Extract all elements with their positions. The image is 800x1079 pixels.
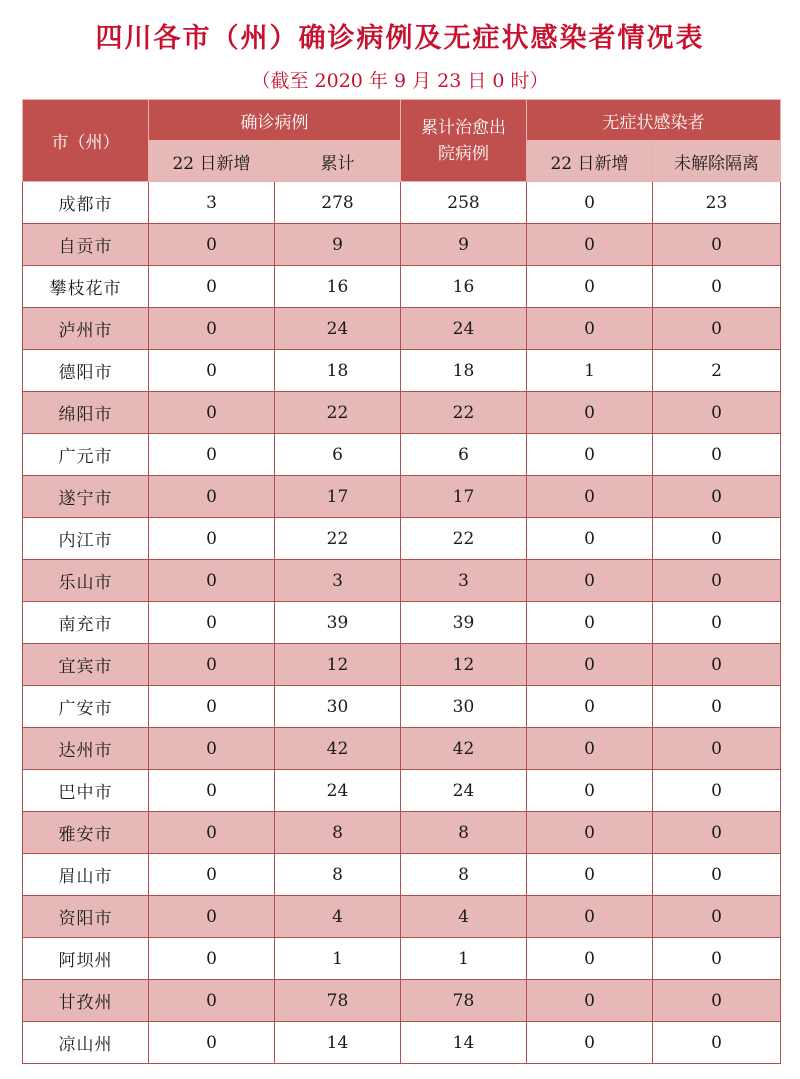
confirmed-total-cell: 78 bbox=[275, 980, 401, 1022]
asymptomatic-new-cell: 0 bbox=[527, 728, 653, 770]
table-header bbox=[23, 100, 781, 182]
city-cell: 南充市 bbox=[23, 602, 149, 644]
city-cell: 成都市 bbox=[23, 182, 149, 224]
city-cell: 眉山市 bbox=[23, 854, 149, 896]
asymptomatic-isolation-cell: 0 bbox=[653, 896, 781, 938]
confirmed-new-cell: 0 bbox=[149, 896, 275, 938]
confirmed-total-cell: 3 bbox=[275, 560, 401, 602]
city-cell: 攀枝花市 bbox=[23, 266, 149, 308]
table-row bbox=[23, 938, 781, 980]
city-cell: 达州市 bbox=[23, 728, 149, 770]
header-asymptomatic-isolation: 未解除隔离 bbox=[653, 141, 781, 182]
confirmed-new-cell: 0 bbox=[149, 602, 275, 644]
asymptomatic-new-cell: 0 bbox=[527, 770, 653, 812]
asymptomatic-isolation-cell: 0 bbox=[653, 770, 781, 812]
table-row bbox=[23, 602, 781, 644]
header-recovered: 累计治愈出院病例 bbox=[401, 100, 527, 182]
confirmed-total-cell: 22 bbox=[275, 518, 401, 560]
table-body bbox=[23, 182, 781, 1064]
confirmed-total-cell: 18 bbox=[275, 350, 401, 392]
confirmed-new-cell: 3 bbox=[149, 182, 275, 224]
city-cell: 遂宁市 bbox=[23, 476, 149, 518]
asymptomatic-new-cell: 0 bbox=[527, 602, 653, 644]
recovered-cell: 42 bbox=[401, 728, 527, 770]
asymptomatic-new-cell: 0 bbox=[527, 224, 653, 266]
city-cell: 广安市 bbox=[23, 686, 149, 728]
table-row bbox=[23, 644, 781, 686]
asymptomatic-isolation-cell: 23 bbox=[653, 182, 781, 224]
recovered-cell: 8 bbox=[401, 812, 527, 854]
city-cell: 广元市 bbox=[23, 434, 149, 476]
asymptomatic-isolation-cell: 0 bbox=[653, 308, 781, 350]
city-cell: 资阳市 bbox=[23, 896, 149, 938]
table-row bbox=[23, 812, 781, 854]
confirmed-total-cell: 24 bbox=[275, 308, 401, 350]
asymptomatic-isolation-cell: 0 bbox=[653, 980, 781, 1022]
cases-table bbox=[22, 99, 781, 1064]
confirmed-new-cell: 0 bbox=[149, 518, 275, 560]
asymptomatic-isolation-cell: 0 bbox=[653, 728, 781, 770]
confirmed-new-cell: 0 bbox=[149, 938, 275, 980]
table-row bbox=[23, 1022, 781, 1064]
city-cell: 德阳市 bbox=[23, 350, 149, 392]
confirmed-total-cell: 30 bbox=[275, 686, 401, 728]
table-row bbox=[23, 308, 781, 350]
asymptomatic-isolation-cell: 0 bbox=[653, 518, 781, 560]
asymptomatic-isolation-cell: 0 bbox=[653, 434, 781, 476]
asymptomatic-new-cell: 0 bbox=[527, 854, 653, 896]
confirmed-total-cell: 8 bbox=[275, 854, 401, 896]
confirmed-total-cell: 22 bbox=[275, 392, 401, 434]
confirmed-total-cell: 39 bbox=[275, 602, 401, 644]
asymptomatic-new-cell: 0 bbox=[527, 896, 653, 938]
confirmed-new-cell: 0 bbox=[149, 770, 275, 812]
asymptomatic-isolation-cell: 0 bbox=[653, 224, 781, 266]
confirmed-new-cell: 0 bbox=[149, 224, 275, 266]
recovered-cell: 30 bbox=[401, 686, 527, 728]
confirmed-total-cell: 9 bbox=[275, 224, 401, 266]
confirmed-new-cell: 0 bbox=[149, 392, 275, 434]
asymptomatic-new-cell: 0 bbox=[527, 980, 653, 1022]
recovered-cell: 18 bbox=[401, 350, 527, 392]
table-row bbox=[23, 476, 781, 518]
recovered-cell: 16 bbox=[401, 266, 527, 308]
confirmed-total-cell: 42 bbox=[275, 728, 401, 770]
confirmed-total-cell: 16 bbox=[275, 266, 401, 308]
table-row bbox=[23, 728, 781, 770]
recovered-cell: 24 bbox=[401, 308, 527, 350]
table-row bbox=[23, 686, 781, 728]
table-row bbox=[23, 854, 781, 896]
confirmed-new-cell: 0 bbox=[149, 476, 275, 518]
asymptomatic-new-cell: 0 bbox=[527, 812, 653, 854]
confirmed-total-cell: 14 bbox=[275, 1022, 401, 1064]
confirmed-total-cell: 17 bbox=[275, 476, 401, 518]
table-row bbox=[23, 518, 781, 560]
recovered-cell: 1 bbox=[401, 938, 527, 980]
asymptomatic-isolation-cell: 0 bbox=[653, 1022, 781, 1064]
city-cell: 泸州市 bbox=[23, 308, 149, 350]
city-cell: 雅安市 bbox=[23, 812, 149, 854]
confirmed-total-cell: 1 bbox=[275, 938, 401, 980]
recovered-cell: 78 bbox=[401, 980, 527, 1022]
city-cell: 甘孜州 bbox=[23, 980, 149, 1022]
asymptomatic-new-cell: 0 bbox=[527, 938, 653, 980]
recovered-cell: 39 bbox=[401, 602, 527, 644]
table-row bbox=[23, 896, 781, 938]
asymptomatic-new-cell: 0 bbox=[527, 686, 653, 728]
city-cell: 凉山州 bbox=[23, 1022, 149, 1064]
city-cell: 乐山市 bbox=[23, 560, 149, 602]
confirmed-new-cell: 0 bbox=[149, 350, 275, 392]
recovered-cell: 258 bbox=[401, 182, 527, 224]
asymptomatic-new-cell: 0 bbox=[527, 182, 653, 224]
recovered-cell: 12 bbox=[401, 644, 527, 686]
asymptomatic-new-cell: 0 bbox=[527, 644, 653, 686]
table-row bbox=[23, 266, 781, 308]
header-confirmed-new: 22 日新增 bbox=[149, 141, 275, 182]
asymptomatic-isolation-cell: 0 bbox=[653, 938, 781, 980]
recovered-cell: 22 bbox=[401, 518, 527, 560]
asymptomatic-new-cell: 0 bbox=[527, 434, 653, 476]
asymptomatic-isolation-cell: 0 bbox=[653, 560, 781, 602]
confirmed-new-cell: 0 bbox=[149, 728, 275, 770]
asymptomatic-new-cell: 0 bbox=[527, 518, 653, 560]
table-row bbox=[23, 980, 781, 1022]
page-title: 四川各市（州）确诊病例及无症状感染者情况表 bbox=[95, 23, 705, 54]
city-cell: 内江市 bbox=[23, 518, 149, 560]
confirmed-total-cell: 278 bbox=[275, 182, 401, 224]
asymptomatic-new-cell: 0 bbox=[527, 266, 653, 308]
asymptomatic-isolation-cell: 0 bbox=[653, 392, 781, 434]
header-asymptomatic-group: 无症状感染者 bbox=[527, 100, 781, 141]
table-row bbox=[23, 560, 781, 602]
asymptomatic-isolation-cell: 2 bbox=[653, 350, 781, 392]
confirmed-total-cell: 12 bbox=[275, 644, 401, 686]
confirmed-total-cell: 24 bbox=[275, 770, 401, 812]
city-cell: 阿坝州 bbox=[23, 938, 149, 980]
recovered-cell: 3 bbox=[401, 560, 527, 602]
confirmed-new-cell: 0 bbox=[149, 560, 275, 602]
city-cell: 巴中市 bbox=[23, 770, 149, 812]
confirmed-total-cell: 8 bbox=[275, 812, 401, 854]
asymptomatic-new-cell: 0 bbox=[527, 308, 653, 350]
confirmed-total-cell: 6 bbox=[275, 434, 401, 476]
asymptomatic-new-cell: 0 bbox=[527, 476, 653, 518]
table-row bbox=[23, 770, 781, 812]
confirmed-total-cell: 4 bbox=[275, 896, 401, 938]
confirmed-new-cell: 0 bbox=[149, 434, 275, 476]
confirmed-new-cell: 0 bbox=[149, 266, 275, 308]
header-confirmed-group: 确诊病例 bbox=[149, 100, 401, 141]
asymptomatic-new-cell: 0 bbox=[527, 1022, 653, 1064]
confirmed-new-cell: 0 bbox=[149, 1022, 275, 1064]
asymptomatic-isolation-cell: 0 bbox=[653, 266, 781, 308]
asymptomatic-new-cell: 0 bbox=[527, 392, 653, 434]
confirmed-new-cell: 0 bbox=[149, 980, 275, 1022]
recovered-cell: 17 bbox=[401, 476, 527, 518]
table-row bbox=[23, 392, 781, 434]
confirmed-new-cell: 0 bbox=[149, 644, 275, 686]
header-confirmed-total: 累计 bbox=[275, 141, 401, 182]
page-subtitle: （截至 2020 年 9 月 23 日 0 时） bbox=[251, 70, 549, 92]
recovered-cell: 9 bbox=[401, 224, 527, 266]
header-city: 市（州） bbox=[23, 100, 149, 182]
recovered-cell: 6 bbox=[401, 434, 527, 476]
confirmed-new-cell: 0 bbox=[149, 686, 275, 728]
asymptomatic-isolation-cell: 0 bbox=[653, 854, 781, 896]
table-row bbox=[23, 224, 781, 266]
asymptomatic-isolation-cell: 0 bbox=[653, 602, 781, 644]
confirmed-new-cell: 0 bbox=[149, 308, 275, 350]
asymptomatic-isolation-cell: 0 bbox=[653, 812, 781, 854]
recovered-cell: 4 bbox=[401, 896, 527, 938]
city-cell: 自贡市 bbox=[23, 224, 149, 266]
confirmed-new-cell: 0 bbox=[149, 812, 275, 854]
recovered-cell: 24 bbox=[401, 770, 527, 812]
asymptomatic-isolation-cell: 0 bbox=[653, 686, 781, 728]
table-row bbox=[23, 182, 781, 224]
asymptomatic-new-cell: 0 bbox=[527, 560, 653, 602]
asymptomatic-isolation-cell: 0 bbox=[653, 476, 781, 518]
recovered-cell: 8 bbox=[401, 854, 527, 896]
header-asymptomatic-new: 22 日新增 bbox=[527, 141, 653, 182]
city-cell: 绵阳市 bbox=[23, 392, 149, 434]
asymptomatic-isolation-cell: 0 bbox=[653, 644, 781, 686]
recovered-cell: 14 bbox=[401, 1022, 527, 1064]
asymptomatic-new-cell: 1 bbox=[527, 350, 653, 392]
recovered-cell: 22 bbox=[401, 392, 527, 434]
city-cell: 宜宾市 bbox=[23, 644, 149, 686]
table-row bbox=[23, 350, 781, 392]
table-row bbox=[23, 434, 781, 476]
confirmed-new-cell: 0 bbox=[149, 854, 275, 896]
